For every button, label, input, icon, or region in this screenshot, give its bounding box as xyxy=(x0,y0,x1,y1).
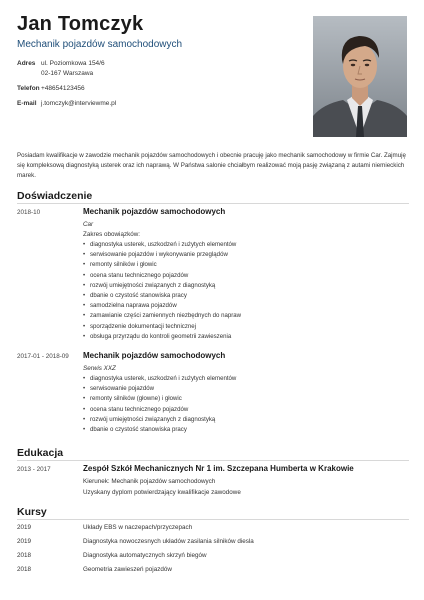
job1-dates: 2018-10 xyxy=(17,209,41,216)
list-item: • diagnostyka usterek, uszkodzeń i zużytych elementów xyxy=(83,240,241,250)
course-name: Geometria zawieszeń pojazdów xyxy=(83,566,172,573)
course-row xyxy=(17,538,409,545)
email-value[interactable]: j.tomczyk@interviewme.pl xyxy=(41,100,117,107)
phone-value: +48654123456 xyxy=(41,85,85,92)
list-item: • diagnostyka usterek, uszkodzeń i zużytych elementów xyxy=(83,374,236,384)
course-name: Diagnostyka nowoczesnych układów zasilania silników diesla xyxy=(83,538,254,545)
experience-heading: Doświadczenie xyxy=(17,190,93,202)
course-row xyxy=(17,552,409,559)
course-row xyxy=(17,566,409,573)
list-item: • dbanie o czystość stanowiska pracy xyxy=(83,425,236,435)
phone-row xyxy=(17,83,297,94)
course-year: 2018 xyxy=(17,566,32,573)
address-line1: ul. Poziomkowa 154/6 xyxy=(41,60,105,67)
job2-duties-list xyxy=(83,374,236,435)
list-item: • remonty silników (głowne) i głowic xyxy=(83,394,236,404)
job2-title: Mechanik pojazdów samochodowych xyxy=(83,351,226,360)
list-item: • rozwój umiejętności związanych z diagnostyką xyxy=(83,415,236,425)
experience-divider xyxy=(17,203,409,204)
phone-label: Telefon xyxy=(17,85,40,92)
job2-company: Serwis XXZ xyxy=(83,365,116,372)
course-row xyxy=(17,524,409,531)
email-label: E-mail xyxy=(17,100,37,107)
course-name: Diagnostyka automatycznych skrzyń biegów xyxy=(83,552,207,559)
list-item: • serwisowanie pojazdów xyxy=(83,384,236,394)
list-item: • serwisowanie pojazdów i wykonywanie przeglądów xyxy=(83,250,241,260)
list-item: • remonty silników i głowic xyxy=(83,260,241,270)
courses-heading: Kursy xyxy=(17,506,47,518)
list-item: • ocena stanu technicznego pojazdów xyxy=(83,405,236,415)
courses-divider xyxy=(17,519,409,520)
address-label: Adres xyxy=(17,60,36,67)
course-year: 2019 xyxy=(17,524,32,531)
education-heading: Edukacja xyxy=(17,447,64,459)
education-divider xyxy=(17,460,409,461)
contact-block xyxy=(17,58,297,113)
course-year: 2019 xyxy=(17,538,32,545)
job1-company: Car xyxy=(83,221,94,228)
address-row xyxy=(17,58,297,79)
education-dates: 2013 - 2017 xyxy=(17,466,51,473)
list-item: • sporządzenie dokumentacji technicznej xyxy=(83,322,241,332)
list-item: • obsługa przyrządu do kontroli geometrii zawieszenia xyxy=(83,332,241,342)
profile-photo xyxy=(313,16,407,137)
education-school: Zespół Szkół Mechanicznych Nr 1 im. Szczepana Humberta w Krakowie xyxy=(83,464,354,473)
list-item: • ocena stanu technicznego pojazdów xyxy=(83,271,241,281)
profile-summary: Posiadam kwalifikacje w zawodzie mechanik pojazdów samochodowych i obecnie pracuję jako mechanik samochodowy w firmie Car. Zajmuję się kompleksową diagnostyką usterek oraz ich naprawą. W Państwa salonie chciałbym realizować moją pasję związaną z autami niemieckich marek. xyxy=(17,152,406,179)
job1-duties-list xyxy=(83,240,241,342)
list-item: • zamawianie części zamiennych niezbędnych do napraw xyxy=(83,311,241,321)
email-row xyxy=(17,98,297,109)
education-line1: Kierunek: Mechanik pojazdów samochodowych xyxy=(83,478,216,485)
job1-duties-label: Zakres obowiązków: xyxy=(83,231,141,238)
course-year: 2018 xyxy=(17,552,32,559)
list-item: • rozwój umiejętności związanych z diagnostyką xyxy=(83,281,241,291)
job1-title: Mechanik pojazdów samochodowych xyxy=(83,207,226,216)
education-line2: Uzyskany dyplom potwierdzający kwalifikacje zawodowe xyxy=(83,489,241,496)
candidate-name: Jan Tomczyk xyxy=(17,13,144,35)
list-item: • dbanie o czystość stanowiska pracy xyxy=(83,291,241,301)
job2-dates: 2017-01 - 2018-09 xyxy=(17,353,69,360)
course-name: Układy EBS w naczepach/przyczepach xyxy=(83,524,193,531)
list-item: • samodzielna naprawa pojazdów xyxy=(83,301,241,311)
address-line2: 02-167 Warszawa xyxy=(41,70,94,77)
candidate-role: Mechanik pojazdów samochodowych xyxy=(17,39,183,50)
